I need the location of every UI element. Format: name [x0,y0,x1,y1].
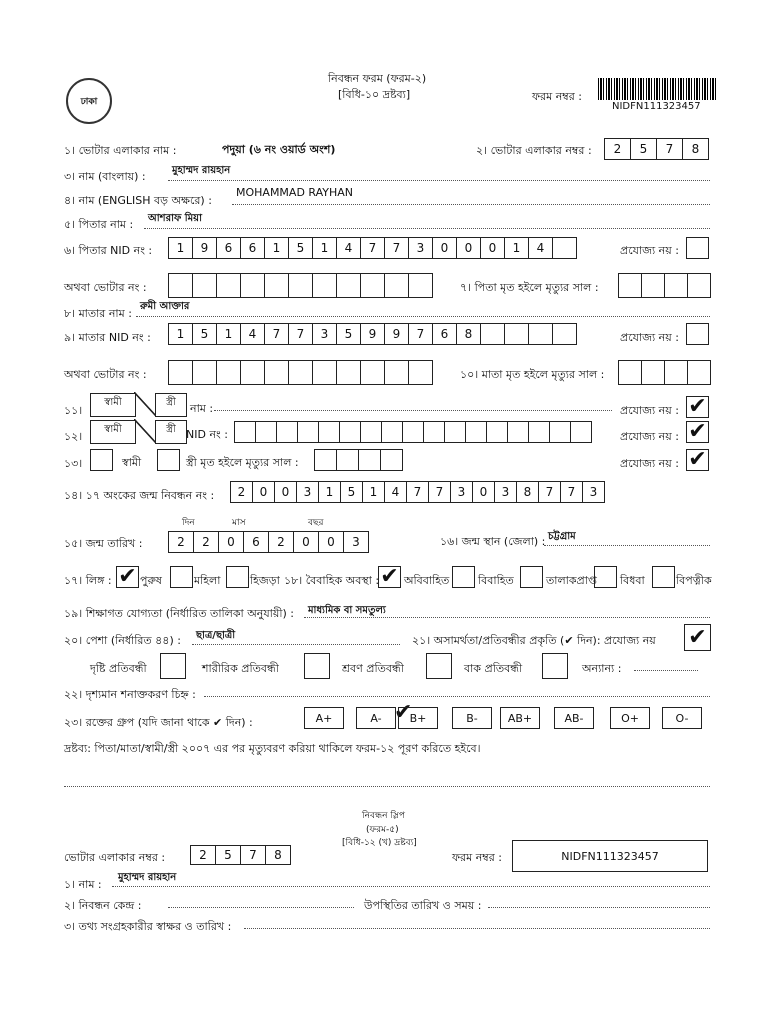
blood-group-option[interactable]: AB+ [500,707,540,729]
digit-box[interactable]: 3 [296,481,319,503]
spouse-nid-num: ১২। [64,430,83,443]
slip-title: নিবন্ধন স্লিপ [362,811,405,821]
digit-box[interactable] [504,323,529,345]
birth-reg-label: ১৪। ১৭ অংকের জন্ম নিবন্ধন নং : [64,489,215,502]
digit-box[interactable]: 1 [216,323,241,345]
digit-box[interactable]: 7 [288,323,313,345]
occupation-label: ২০। পেশা (নির্ধারিত ৪৪) : [64,634,181,647]
digit-box[interactable]: 9 [360,323,385,345]
digit-box[interactable]: 7 [240,845,266,865]
mother-nid-boxes[interactable] [168,323,577,345]
marital-widow-label: বিধবা [620,574,645,587]
digit-box[interactable]: 7 [428,481,451,503]
gender-male-checkbox[interactable]: ✔ [116,566,139,588]
barcode-icon [598,78,716,100]
slash-divider [134,419,156,443]
disability-sight-checkbox[interactable] [160,653,186,679]
digit-box[interactable]: 4 [336,237,361,259]
marital-divorced-label: তালাকপ্রাপ্ত [546,574,597,587]
digit-box[interactable] [192,360,217,385]
digit-box[interactable]: 1 [504,237,529,259]
digit-box[interactable]: 5 [192,323,217,345]
digit-box[interactable]: 1 [312,237,337,259]
digit-box[interactable]: 5 [288,237,313,259]
dob-day-label: দিন [182,518,195,528]
mother-name-label: ৮। মাতার নাম : [64,307,132,320]
father-nid-label: ৬। পিতার NID নং : [64,244,153,257]
slip-name-value: মুহাম্মদ রায়হান [118,872,177,883]
gender-female-checkbox[interactable] [170,566,193,588]
spouse-name-na-checkbox[interactable]: ✔ [686,396,709,418]
disability-hearing-checkbox[interactable] [426,653,452,679]
digit-box[interactable] [360,360,385,385]
digit-box[interactable]: 5 [630,138,657,160]
digit-box[interactable]: 1 [264,237,289,259]
education-value: মাধ্যমিক বা সমতুল্য [308,605,386,616]
identification-mark-label: ২২। দৃশ্যমান শনাক্তকরণ চিহ্ন : [64,688,196,701]
digit-box[interactable] [255,421,277,443]
digit-box[interactable] [687,273,711,298]
digit-box[interactable] [314,449,337,471]
name-bangla-value: মুহাম্মদ রায়হান [172,165,231,176]
dob-boxes[interactable] [168,531,369,553]
digit-box[interactable] [339,421,361,443]
digit-box[interactable] [360,273,385,298]
digit-box[interactable] [408,360,433,385]
gender-hijra-label: হিজড়া [250,574,280,587]
slip-name-label: ১। নাম : [64,878,102,891]
spouse-nid-na-label: প্রযোজ্য নয় : [620,430,679,443]
digit-box[interactable]: 3 [582,481,605,503]
digit-box[interactable]: 7 [264,323,289,345]
digit-box[interactable]: 7 [384,237,409,259]
digit-box[interactable]: 0 [218,531,244,553]
digit-box[interactable]: 7 [656,138,683,160]
father-voter-no-label: অথবা ভোটার নং : [64,281,147,294]
digit-box[interactable]: 0 [480,237,505,259]
slip-area-number-label: ভোটার এলাকার নম্বর : [64,851,166,864]
digit-box[interactable] [336,273,361,298]
digit-box[interactable] [618,273,642,298]
digit-box[interactable]: 6 [240,237,265,259]
digit-box[interactable] [549,421,571,443]
digit-box[interactable] [216,273,241,298]
digit-box[interactable] [276,421,298,443]
slip-form-number-label: ফরম নম্বর : [452,851,502,864]
digit-box[interactable]: 0 [318,531,344,553]
voter-area-name-label: ১। ভোটার এলাকার নাম : [64,144,177,157]
digit-box[interactable]: 4 [240,323,265,345]
dob-year-label: বছর [308,518,324,528]
digit-box[interactable] [336,360,361,385]
digit-box[interactable] [360,421,382,443]
digit-box[interactable]: 5 [336,323,361,345]
digit-box[interactable] [486,421,508,443]
voter-area-name-value: পদুয়া (৬ নং ওয়ার্ড অংশ) [222,143,336,156]
digit-box[interactable]: 8 [682,138,709,160]
digit-box[interactable]: 6 [243,531,269,553]
digit-box[interactable]: 0 [432,237,457,259]
father-name-value: আশরাফ মিয়া [148,213,202,224]
digit-box[interactable] [264,273,289,298]
marital-widower-checkbox[interactable] [652,566,675,588]
digit-box[interactable]: 7 [538,481,561,503]
spouse-nid-na-checkbox[interactable]: ✔ [686,421,709,443]
father-death-year-boxes[interactable] [618,273,711,298]
disability-physical-checkbox[interactable] [304,653,330,679]
digit-box[interactable]: 8 [516,481,539,503]
digit-box[interactable]: 5 [340,481,363,503]
digit-box[interactable]: 0 [456,237,481,259]
digit-box[interactable]: 0 [252,481,275,503]
occupation-value: ছাত্র/ছাত্রী [196,630,236,641]
birth-reg-boxes[interactable] [230,481,605,503]
disability-sight-label: দৃষ্টি প্রতিবন্ধী [90,662,147,675]
blood-group-check-icon: ✔ [394,700,413,725]
digit-box[interactable]: 7 [408,323,433,345]
digit-box[interactable]: 1 [318,481,341,503]
digit-box[interactable]: 2 [168,531,194,553]
mother-nid-label: ৯। মাতার NID নং : [64,331,151,344]
digit-box[interactable] [168,360,193,385]
spouse-death-husband-checkbox[interactable] [90,449,113,471]
father-nid-na-checkbox[interactable] [686,237,709,259]
marital-widow-checkbox[interactable] [594,566,617,588]
digit-box[interactable] [507,421,529,443]
digit-box[interactable]: 7 [360,237,385,259]
spouse-death-na-label: প্রযোজ্য নয় : [620,457,679,470]
digit-box[interactable] [664,360,688,385]
form-subtitle: [বিধি-১০ দ্রষ্টব্য] [338,88,411,101]
digit-box[interactable] [423,421,445,443]
spouse-death-na-checkbox[interactable]: ✔ [686,449,709,471]
disability-na-checkbox[interactable]: ✔ [684,624,711,651]
marital-married-checkbox[interactable] [452,566,475,588]
spouse-death-husband-label: স্বামী [122,456,142,469]
gender-hijra-checkbox[interactable] [226,566,249,588]
digit-box[interactable] [687,360,711,385]
gender-female-label: মহিলা [194,574,221,587]
digit-box[interactable]: 1 [168,237,193,259]
digit-box[interactable]: 2 [230,481,253,503]
slip-sign-label: ৩। তথ্য সংগ্রহকারীর স্বাক্ষর ও তারিখ : [64,920,232,933]
digit-box[interactable] [618,360,642,385]
digit-box[interactable]: 2 [268,531,294,553]
digit-box[interactable]: 9 [384,323,409,345]
blood-group-option[interactable]: B+ [398,707,438,729]
form-logo [66,78,112,124]
digit-box[interactable] [381,421,403,443]
mother-death-year-label: ১০। মাতা মৃত হইলে মৃত্যুর সাল : [460,368,605,381]
dob-month-label: মাস [232,518,246,528]
digit-box[interactable]: 8 [265,845,291,865]
mother-voter-no-boxes[interactable] [168,360,433,385]
note-text: দ্রষ্টব্য: পিতা/মাতা/স্বামী/স্ত্রী ২০০৭ এর পর মৃত্যুবরণ করিয়া থাকিলে ফরম-১২ পূরণ করিতে হইবে। [64,742,481,755]
digit-box[interactable] [336,449,359,471]
digit-box[interactable]: 3 [494,481,517,503]
marital-unmarried-checkbox[interactable]: ✔ [378,566,401,588]
digit-box[interactable] [168,273,193,298]
digit-box[interactable] [408,273,433,298]
slip-area-number-boxes[interactable] [190,845,291,865]
slip-center-label: ২। নিবন্ধন কেন্দ্র : [64,899,142,912]
spouse-name-label: নাম : [190,402,214,415]
digit-box[interactable]: 5 [215,845,241,865]
digit-box[interactable]: 2 [604,138,631,160]
voter-area-number-boxes[interactable] [604,138,709,160]
digit-box[interactable] [570,421,592,443]
marital-widower-label: বিপত্নীক [676,574,712,587]
digit-box[interactable] [312,360,337,385]
slash-divider [134,392,156,416]
spouse-nid-wife-box[interactable]: স্ত্রী [155,420,187,444]
birth-district-label: ১৬। জন্ম স্থান (জেলা) : [440,535,546,548]
marital-divorced-checkbox[interactable] [520,566,543,588]
disability-label: ২১। অসামর্থতা/প্রতিবন্ধীর প্রকৃতি (✔ দিন): প্রযোজ্য নয় [412,634,656,647]
father-voter-no-boxes[interactable] [168,273,433,298]
digit-box[interactable]: 8 [456,323,481,345]
digit-box[interactable] [465,421,487,443]
education-label: ১৯। শিক্ষাগত যোগ্যতা (নির্ধারিত তালিকা অনুযায়ী) : [64,607,294,620]
gender-male-label: পুরুষ [140,574,162,587]
digit-box[interactable] [480,323,505,345]
digit-box[interactable] [318,421,340,443]
digit-box[interactable]: 7 [406,481,429,503]
digit-box[interactable]: 1 [362,481,385,503]
dob-label: ১৫। জন্ম তারিখ : [64,537,143,550]
form-title: নিবন্ধন ফরম (ফরম-২) [328,72,427,85]
gender-label: ১৭। লিঙ্গ : [64,574,112,587]
digit-box[interactable]: 3 [343,531,369,553]
marital-unmarried-label: অবিবাহিত [404,574,450,587]
father-nid-boxes[interactable] [168,237,577,259]
name-bangla-label: ৩। নাম (বাংলায়) : [64,170,146,183]
spouse-death-wife-checkbox[interactable] [157,449,180,471]
form-number: NIDFN111323457 [612,101,701,112]
digit-box[interactable]: 2 [193,531,219,553]
digit-box[interactable] [358,449,381,471]
digit-box[interactable] [444,421,466,443]
father-death-year-label: ৭। পিতা মৃত হইলে মৃত্যুর সাল : [460,281,599,294]
marital-married-label: বিবাহিত [478,574,514,587]
digit-box[interactable]: 3 [408,237,433,259]
voter-area-number-label: ২। ভোটার এলাকার নম্বর : [476,144,592,157]
form-number-label: ফরম নম্বর : [532,90,582,103]
mother-nid-na-label: প্রযোজ্য নয় : [620,331,679,344]
spouse-death-year-label: স্ত্রী মৃত হইলে মৃত্যুর সাল : [186,456,299,469]
slip-form-number: NIDFN111323457 [512,840,708,872]
digit-box[interactable]: 1 [168,323,193,345]
mother-name-value: রুমী আক্তার [140,301,190,312]
father-nid-na-label: প্রযোজ্য নয় : [620,244,679,257]
digit-box[interactable]: 3 [450,481,473,503]
digit-box[interactable]: 0 [293,531,319,553]
blood-group-option[interactable]: O+ [610,707,650,729]
slip-subtitle-1: (ফরম-৫) [366,825,399,835]
digit-box[interactable]: 7 [560,481,583,503]
digit-box[interactable] [240,273,265,298]
disability-physical-label: শারীরিক প্রতিবন্ধী [202,662,279,675]
blood-group-option[interactable]: A+ [304,707,344,729]
digit-box[interactable]: 6 [432,323,457,345]
digit-box[interactable] [641,360,665,385]
digit-box[interactable]: 9 [192,237,217,259]
digit-box[interactable] [528,323,553,345]
spouse-nid-boxes[interactable] [234,421,592,443]
digit-box[interactable] [380,449,403,471]
digit-box[interactable] [641,273,665,298]
digit-box[interactable] [402,421,424,443]
digit-box[interactable]: 4 [384,481,407,503]
blood-group-label: ২৩। রক্তের গ্রুপ (যদি জানা থাকে ✔ দিন) : [64,716,253,729]
spouse-name-na-label: প্রযোজ্য নয় : [620,404,679,417]
spouse-name-husband-box[interactable]: স্বামী [90,393,136,417]
blood-group-option[interactable]: A- [356,707,396,729]
digit-box[interactable] [297,421,319,443]
birth-district-value: চট্টগ্রাম [548,531,576,542]
blood-group-option[interactable]: AB- [554,707,594,729]
spouse-nid-label: NID নং : [186,428,228,441]
digit-box[interactable] [234,421,256,443]
digit-box[interactable] [240,360,265,385]
digit-box[interactable] [216,360,241,385]
digit-box[interactable]: 0 [274,481,297,503]
digit-box[interactable] [192,273,217,298]
name-english-value: MOHAMMAD RAYHAN [236,186,354,199]
disability-speech-label: বাক প্রতিবন্ধী [464,662,523,675]
digit-box[interactable]: 4 [528,237,553,259]
name-english-label: ৪। নাম (ENGLISH বড় অক্ষরে) : [64,194,212,207]
digit-box[interactable] [264,360,289,385]
disability-hearing-label: শ্রবণ প্রতিবন্ধী [342,662,404,675]
marital-label: ১৮। বৈবাহিক অবস্থা : [284,574,380,587]
digit-box[interactable] [312,273,337,298]
spouse-name-wife-box[interactable]: স্ত্রী [155,393,187,417]
disability-speech-checkbox[interactable] [542,653,568,679]
blood-group-option[interactable]: O- [662,707,702,729]
digit-box[interactable] [288,360,313,385]
digit-box[interactable] [552,237,577,259]
father-name-label: ৫। পিতার নাম : [64,218,134,231]
digit-box[interactable] [288,273,313,298]
spouse-nid-husband-box[interactable]: স্বামী [90,420,136,444]
mother-death-year-boxes[interactable] [618,360,711,385]
digit-box[interactable] [384,273,409,298]
mother-nid-na-checkbox[interactable] [686,323,709,345]
digit-box[interactable] [664,273,688,298]
blood-group-option[interactable]: B- [452,707,492,729]
logo-text: ঢাকা [80,96,98,107]
digit-box[interactable] [552,323,577,345]
digit-box[interactable]: 0 [472,481,495,503]
digit-box[interactable] [384,360,409,385]
spouse-name-num: ১১। [64,404,83,417]
slip-subtitle-2: [বিধি-১২ (খ) দ্রষ্টব্য] [342,838,417,848]
digit-box[interactable] [528,421,550,443]
digit-box[interactable]: 6 [216,237,241,259]
digit-box[interactable]: 3 [312,323,337,345]
mother-voter-no-label: অথবা ভোটার নং : [64,368,147,381]
spouse-death-year-boxes[interactable] [314,449,403,471]
spouse-death-num: ১৩। [64,457,83,470]
disability-other-label: অন্যান্য : [582,662,622,675]
slip-presence-label: উপস্থিতির তারিখ ও সময় : [364,899,482,912]
digit-box[interactable]: 2 [190,845,216,865]
